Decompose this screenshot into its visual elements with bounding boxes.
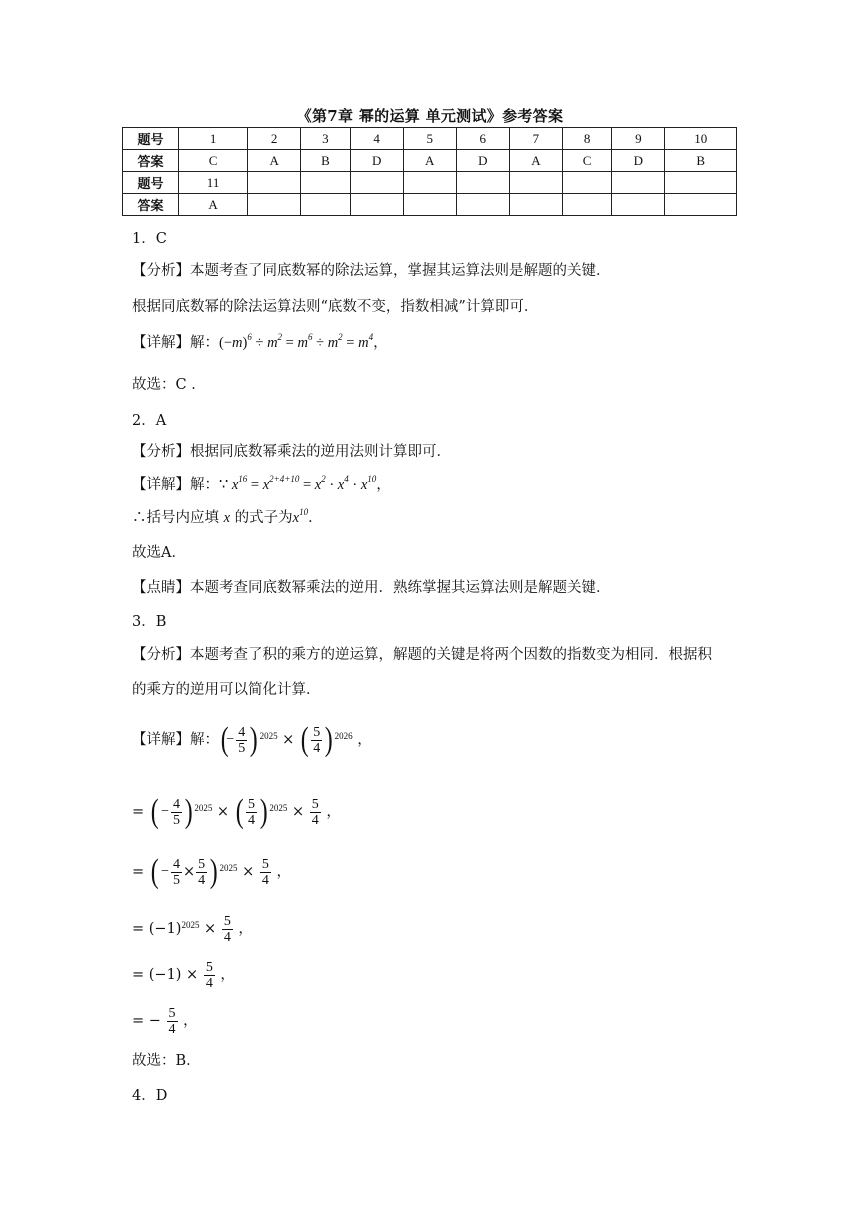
table-cell: 10	[665, 128, 737, 150]
table-cell	[403, 194, 456, 216]
row-header: 题号	[123, 128, 179, 150]
detail-label: 【详解】解：	[132, 335, 219, 351]
table-cell: B	[301, 150, 350, 172]
table-cell	[301, 172, 350, 194]
q1-analysis-rule: 根据同底数幂的除法运算法则“底数不变，指数相减”计算即可．	[132, 299, 539, 315]
table-row	[123, 128, 737, 150]
q2-detail	[132, 475, 391, 495]
table-cell: 3	[301, 128, 350, 150]
q3-heading: 3．B	[132, 614, 167, 630]
q1-formula: $(-m)^6 \div m^2 = m^6 \div m^2 = m^4$，	[219, 332, 388, 351]
table-cell: 4	[350, 128, 403, 150]
q2-conclusion: ∴括号内应填 x 的式子为$x^{10}$．	[132, 507, 323, 526]
table-cell	[509, 172, 562, 194]
detail-label: 【详解】解：	[132, 477, 219, 493]
table-row	[123, 150, 737, 172]
table-cell: A	[179, 194, 248, 216]
q2-analysis: 【分析】根据同底数幂乘法的逆用法则计算即可．	[132, 444, 451, 460]
q3-analysis-cont: 的乘方的逆用可以简化计算．	[132, 682, 321, 698]
q1-analysis: 【分析】本题考查了同底数幂的除法运算，掌握其运算法则是解题的关键．	[132, 263, 611, 279]
table-cell	[509, 194, 562, 216]
q2-choice: 故选A．	[132, 545, 186, 561]
table-cell: 6	[456, 128, 509, 150]
table-cell: 2	[248, 128, 301, 150]
table-cell: D	[350, 150, 403, 172]
q2-comment: 【点睛】本题考查同底数幂乘法的逆用．熟练掌握其运算法则是解题关键．	[132, 580, 611, 596]
table-cell: A	[403, 150, 456, 172]
table-cell	[403, 172, 456, 194]
table-cell: C	[562, 150, 611, 172]
q3-step1: = ( − $\frac{4}{5}$ ) 2025 × ( $\frac{5}{4}$ ) 2025 × $\frac{5}{4}$ ，	[132, 793, 341, 830]
q1-detail	[132, 333, 388, 353]
table-cell	[665, 194, 737, 216]
table-cell	[350, 172, 403, 194]
table-cell: D	[612, 150, 665, 172]
table-cell	[562, 194, 611, 216]
table-cell	[456, 194, 509, 216]
table-row	[123, 194, 737, 216]
q3-analysis: 【分析】本题考查了积的乘方的逆运算，解题的关键是将两个因数的指数变为相同．根据积	[132, 647, 712, 663]
table-cell	[612, 172, 665, 194]
answer-table	[122, 127, 737, 216]
q1-choice: 故选：C ．	[132, 377, 206, 393]
table-cell: A	[509, 150, 562, 172]
table-cell	[350, 194, 403, 216]
table-cell: D	[456, 150, 509, 172]
table-cell: C	[179, 150, 248, 172]
q2-heading: 2．A	[132, 413, 167, 429]
row-header: 答案	[123, 150, 179, 172]
q3-detail: 【详解】解：(− $\frac{4}{5}$ ) 2025 × ( $\frac{5}{4}$ ) 2026 ，	[132, 721, 372, 758]
table-cell	[456, 172, 509, 194]
q3-step2: = ( − $\frac{4}{5}$ × $\frac{5}{4}$ ) 2025 × $\frac{5}{4}$ ，	[132, 853, 291, 890]
table-cell	[301, 194, 350, 216]
row-header: 答案	[123, 194, 179, 216]
q3-step5: = − $\frac{5}{4}$ ，	[132, 1005, 198, 1037]
q3-step3: = (−1)2025 × $\frac{5}{4}$ ，	[132, 913, 253, 945]
table-cell	[248, 194, 301, 216]
q4-heading: 4．D	[132, 1088, 168, 1104]
page-title: 《第7章 幂的运算 单元测试》参考答案	[296, 107, 564, 125]
detail-label: 【详解】解：	[132, 732, 219, 748]
table-cell: 1	[179, 128, 248, 150]
table-cell: 8	[562, 128, 611, 150]
table-cell: 5	[403, 128, 456, 150]
q3-step4: = (−1) × $\frac{5}{4}$ ，	[132, 959, 235, 991]
table-cell: 7	[509, 128, 562, 150]
table-cell: B	[665, 150, 737, 172]
row-header: 题号	[123, 172, 179, 194]
table-row	[123, 172, 737, 194]
table-cell	[665, 172, 737, 194]
table-cell	[612, 194, 665, 216]
table-cell	[562, 172, 611, 194]
table-cell: A	[248, 150, 301, 172]
q3-choice: 故选：B．	[132, 1053, 201, 1069]
q2-formula: ∵ $x^{16} = x^{2+4+10} = x^2 \cdot x^4 \cdot x^{10}$，	[219, 474, 391, 493]
q1-heading: 1．C	[132, 231, 167, 247]
table-cell: 9	[612, 128, 665, 150]
table-cell: 11	[179, 172, 248, 194]
table-cell	[248, 172, 301, 194]
